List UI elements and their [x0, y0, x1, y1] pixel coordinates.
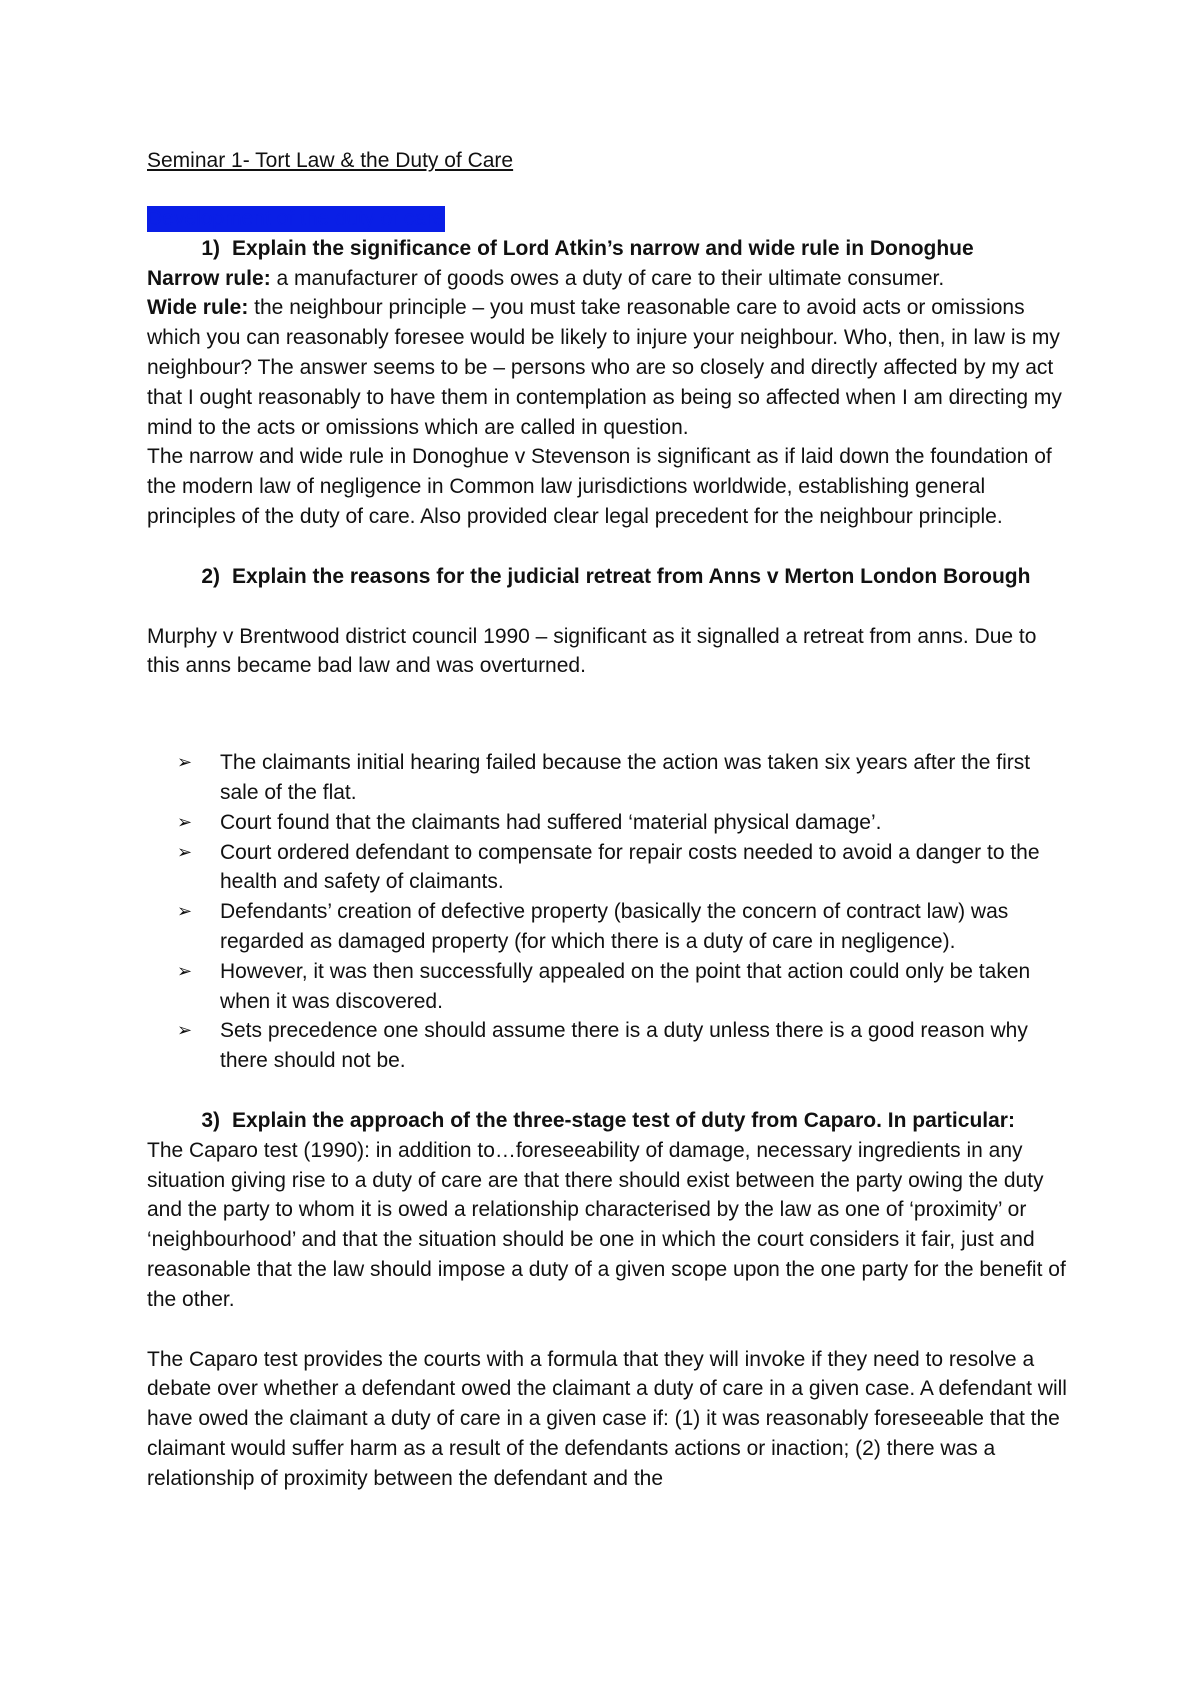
arrowhead-bullet-icon: ➢ [177, 960, 193, 981]
arrowhead-bullet-icon: ➢ [177, 841, 193, 862]
wide-rule [147, 293, 1067, 442]
arrowhead-bullet-icon: ➢ [177, 811, 193, 832]
question-number: 3) [201, 1108, 220, 1132]
list-item: ➢ Court ordered defendant to compensate for repair costs needed to avoid a danger to the health and safety of claimants. [147, 838, 1067, 898]
question-2 [147, 562, 1067, 592]
document-title: Seminar 1- Tort Law & the Duty of Care [147, 149, 514, 172]
narrow-rule-label: Narrow rule: [147, 266, 271, 290]
list-item: ➢ Court found that the claimants had suffered ‘material physical damage’. [147, 808, 1067, 838]
q2-paragraph: Murphy v Brentwood district council 1990 – significant as it signalled a retreat from anns. Due to this anns became bad law and was overturned. [147, 624, 1037, 678]
document-page [147, 146, 1067, 1493]
q3-paragraph-1: The Caparo test (1990): in addition to…foreseeability of damage, necessary ingredients in any situation giving rise to a duty of care are that there should exist between the party owing the duty and the party to whom it is owed a relationship characterised by the law as one of ‘proximity’ or ‘neighbourhood’ and that the situation should be one in which the court considers it fair, just and reasonable that the law should impose a duty of a given scope upon the one party for the benefit of the other. [147, 1138, 1066, 1311]
list-item: ➢ Sets precedence one should assume there is a duty unless there is a good reason why there should not be. [147, 1016, 1067, 1076]
narrow-rule [147, 264, 1067, 294]
question-number: 1) [201, 236, 220, 260]
arrowhead-bullet-icon: ➢ [177, 752, 193, 773]
list-item: ➢ The claimants initial hearing failed because the action was taken six years after the first sale of the flat. [147, 748, 1067, 808]
arrowhead-bullet-icon: ➢ [177, 901, 193, 922]
question-text: Explain the significance of Lord Atkin’s narrow and wide rule in Donoghue [232, 236, 974, 260]
question-number: 2) [201, 564, 220, 588]
question-1 [147, 234, 1067, 264]
question-text: Explain the reasons for the judicial retreat from Anns v Merton London Borough [232, 564, 1031, 588]
list-item: ➢ However, it was then successfully appealed on the point that action could only be taken when it was discovered. [147, 957, 1067, 1017]
wide-rule-text: the neighbour principle – you must take reasonable care to avoid acts or omissions which you can reasonably foresee would be likely to injure your neighbour. Who, then, in law is my neighbour? The answer seems to be – persons who are so closely and directly affected by my act that I ought reasonably to have them in contemplation as being so affected when I am directing my mind to the acts or omissions which are called in question. [147, 296, 1062, 439]
arrowhead-bullet-icon: ➢ [177, 1020, 193, 1041]
q3-paragraph-2: The Caparo test provides the courts with a formula that they will invoke if they need to resolve a debate over whether a defendant owed the claimant a duty of care in a given case. A defendant will have owed the claimant a duty of care in a given case if: (1) it was reasonably foreseeable that the claimant would suffer harm as a result of the defendants actions or inaction; (2) there was a relationship of proximity between the defendant and the [147, 1347, 1067, 1490]
section-heading: Development of the duty of care [147, 207, 445, 230]
bullet-list [147, 748, 1067, 1076]
section-heading-wrap [147, 204, 1067, 234]
narrow-rule-text: a manufacturer of goods owes a duty of care to their ultimate consumer. [270, 266, 945, 290]
list-item: ➢ Defendants’ creation of defective property (basically the concern of contract law) was regarded as damaged property (for which there is a duty of care in negligence). [147, 897, 1067, 957]
wide-rule-label: Wide rule: [147, 296, 249, 320]
question-3 [147, 1106, 1067, 1136]
q1-paragraph: The narrow and wide rule in Donoghue v Stevenson is significant as if laid down the foundation of the modern law of negligence in Common law jurisdictions worldwide, establishing general principles of the duty of care. Also provided clear legal precedent for the neighbour principle. [147, 445, 1052, 528]
question-text: Explain the approach of the three-stage test of duty from Caparo. In particular: [232, 1108, 1015, 1132]
